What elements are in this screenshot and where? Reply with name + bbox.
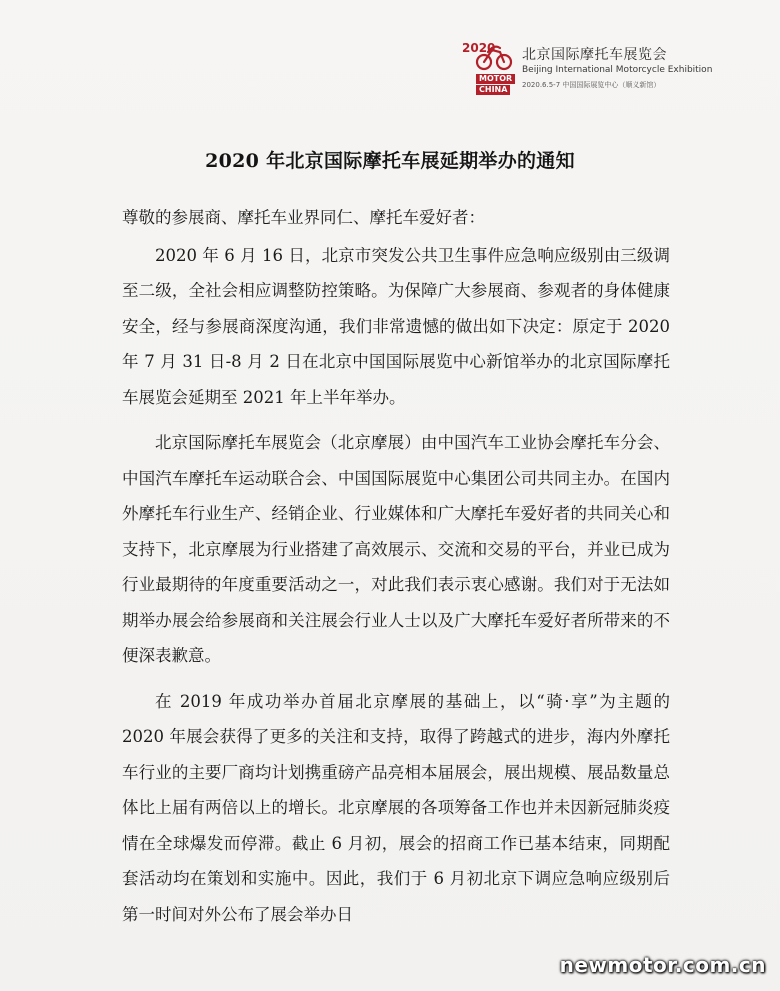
site-watermark: newmotor.com.cn (559, 953, 766, 977)
exhibition-date-venue: 2020.6.5-7 中国国际展览中心（顺义新馆） (522, 81, 661, 89)
logo-motor-text: MOTOR (476, 74, 515, 84)
paragraph: 在 2019 年成功举办首届北京摩展的基础上，以“骑·享”为主题的 2020 年展会获得了更多的关注和支持，取得了跨越式的进步，海内外摩托车行业的主要厂商均计划携重磅产品亮相本届展会，展出规模、展品数量总体比上届有两倍以上的增长。北京摩展的各项筹备工作也并未因新冠肺炎疫情在全球爆发而停滞。截止 6 月初，展会的招商工作已基本结束，同期配套活动均在策划和实施中。因此，我们于 6 月初北京下调应急响应级别后第一时间对外公布了展会举办日 (122, 691, 670, 924)
exhibition-name-en: Beijing International Motorcycle Exhibition (522, 65, 713, 75)
salutation: 尊敬的参展商、摩托车业界同仁、摩托车爱好者： (122, 208, 485, 227)
logo-year: 2020 (462, 41, 496, 55)
notice-body (122, 200, 670, 942)
logo-china-text: CHINA (476, 85, 510, 95)
motor-china-logo-icon (460, 40, 518, 98)
exhibition-logo (460, 40, 760, 104)
notice-title: 2020 年北京国际摩托车展延期举办的通知 (205, 150, 575, 172)
paragraph: 北京国际摩托车展览会（北京摩展）由中国汽车工业协会摩托车分会、中国汽车摩托车运动联合会、中国国际展览中心集团公司共同主办。在国内外摩托车行业生产、经销企业、行业媒体和广大摩托车爱好者的共同关心和支持下，北京摩展为行业搭建了高效展示、交流和交易的平台，并业已成为行业最期待的年度重要活动之一，对此我们表示衷心感谢。我们对于无法如期举办展会给参展商和关注展会行业人士以及广大摩托车爱好者所带来的不便深表歉意。 (122, 433, 670, 665)
exhibition-name-cn: 北京国际摩托车展览会 (522, 47, 667, 63)
paragraph: 2020 年 6 月 16 日，北京市突发公共卫生事件应急响应级别由三级调至二级，全社会相应调整防控策略。为保障广大参展商、参观者的身体健康安全，经与参展商深度沟通，我们非常遗憾的做出如下决定：原定于 2020 年 7 月 31 日-8 月 2 日在北京中国国际展览中心新馆举办的北京国际摩托车展览会延期至 2021 年上半年举办。 (122, 245, 670, 407)
